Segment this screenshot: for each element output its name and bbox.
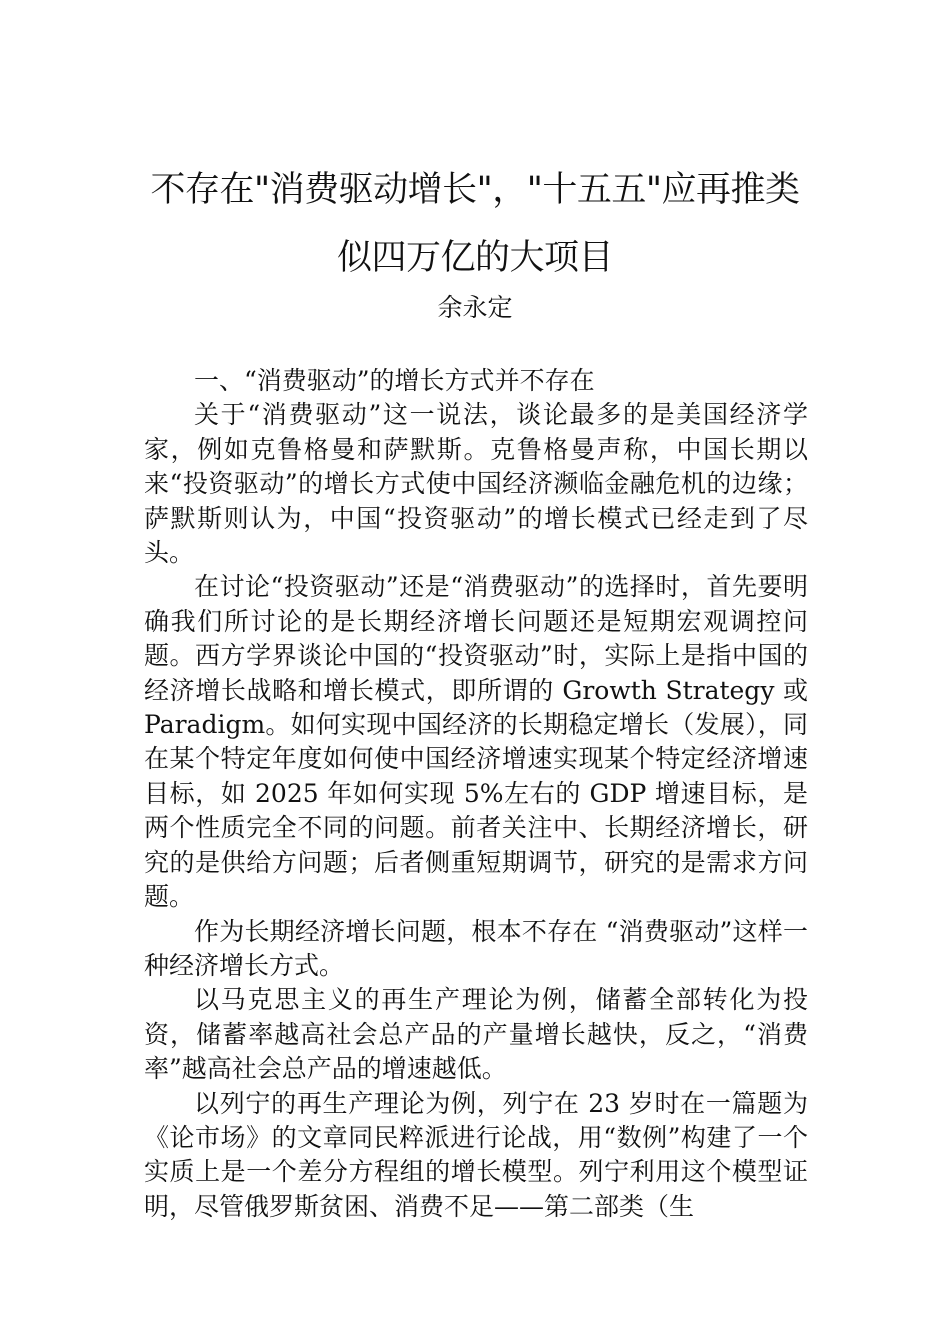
author: 余永定 [437, 293, 513, 322]
title-line-2: 似四万亿的大项目 [336, 238, 613, 278]
paragraph: 关于“消费驱动”这一说法，谈论最多的是美国经济学家，例如克鲁格曼和萨默斯。克鲁格曼声称，中国长期以来“投资驱动”的增长方式使中国经济濒临金融危机的边缘；萨默斯则认为，中国“投资驱动”的增长模式已经走到了尽头。 [144, 400, 808, 568]
section-heading: 一、“消费驱动”的增长方式并不存在 [194, 366, 595, 395]
paragraph: 在讨论“投资驱动”还是“消费驱动”的选择时，首先要明确我们所讨论的是长期经济增长问题还是短期宏观调控问题。西方学界谈论中国的“投资驱动”时，实际上是指中国的经济增长战略和增长模式，即所谓的 Growth Strategy 或 Paradigm。如何实现中国经济的长期稳定增长（发展），同在某个特定年度如何使中国经济增速实现某个特定经济增速目标，如 2025 年如何实现 5%左右的 GDP 增速目标，是两个性质完全不同的问题。前者关注中、长期经济增长，研究的是供给方问题；后者侧重短期调节，研究的是需求方问题。 [144, 572, 808, 912]
document-body [144, 364, 808, 1224]
paragraph: 以马克思主义的再生产理论为例，储蓄全部转化为投资，储蓄率越高社会总产品的产量增长越快，反之，“消费率”越高社会总产品的增速越低。 [144, 985, 808, 1084]
paragraph: 作为长期经济增长问题，根本不存在 “消费驱动”这样一种经济增长方式。 [144, 916, 808, 980]
title-line-1: 不存在"消费驱动增长"，"十五五"应再推类 [150, 170, 800, 210]
paragraph: 以列宁的再生产理论为例，列宁在 23 岁时在一篇题为《论市场》的文章同民粹派进行论战，用“数例”构建了一个实质上是一个差分方程组的增长模型。列宁利用这个模型证明，尽管俄罗斯贫困、消费不足——第二部类（生 [144, 1088, 808, 1221]
